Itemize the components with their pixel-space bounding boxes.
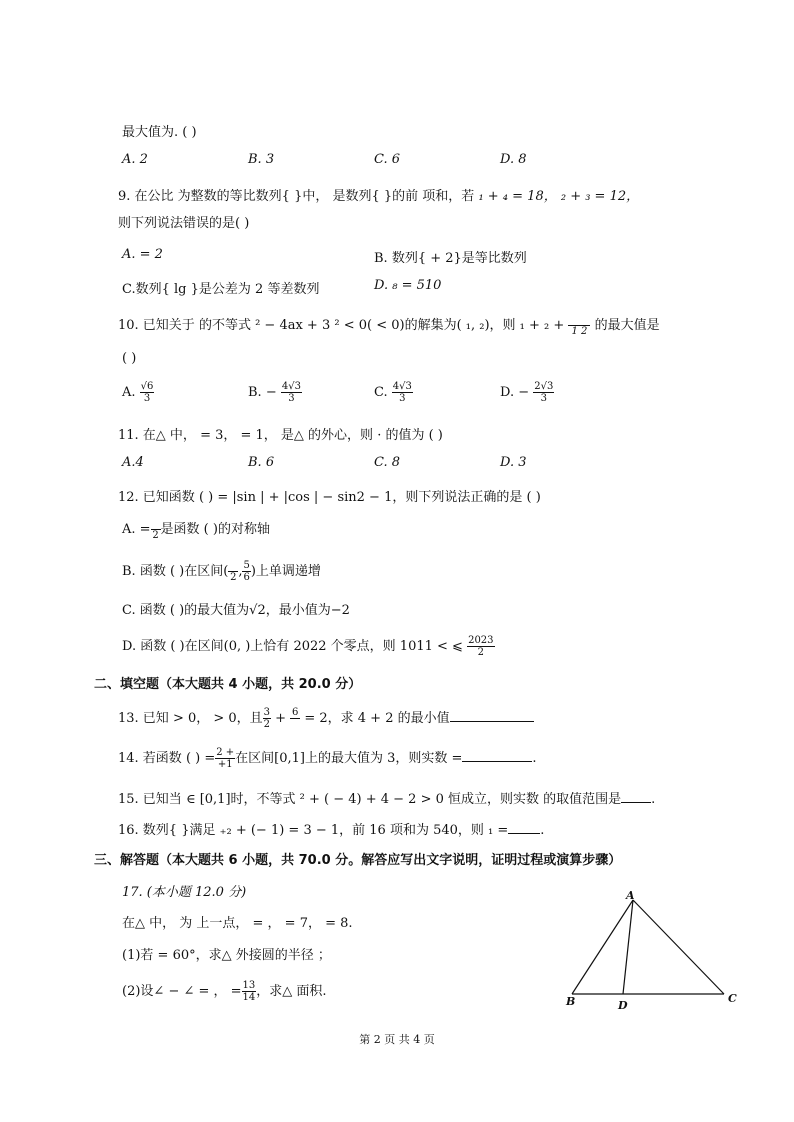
q9-option-c: C.数列{ lg }是公差为 2 等差数列 [122,282,320,297]
q11-option-a: A.4 [122,455,144,470]
q17-line1: 在△ 中， 为 上一点， = ， = 7， = 8. [122,916,353,931]
q11-option-d: D. 3 [500,455,527,470]
q9-option-a: A. = 2 [122,247,163,262]
page-footer: 第 2 页 共 4 页 [359,1033,435,1046]
section2-heading: 二、填空题（本大题共 4 小题，共 20.0 分） [94,677,362,692]
q13: 13. 已知 > 0， > 0，且 $\frac{3}{2}$ + 6 = 2，求 4 + 2 的最小值 [118,707,534,730]
q17-title: 17. (本小题 12.0 分) [122,885,247,900]
q15-answer-blank[interactable] [621,790,651,803]
q9-option-b: B. 数列{ + 2}是等比数列 [374,251,527,266]
q9-line2: 则下列说法错误的是( ) [118,216,250,231]
q8-option-c: C. 6 [374,152,401,167]
q11-stem: 11. 在△ 中， = 3， = 1， 是△ 的外心，则 · 的值为 ( ) [118,428,443,443]
q15: 15. 已知当 ∈ [0,1]时，不等式 ² + ( − 4) + 4 − 2 > 0 恒成立，则实数 的取值范围是 . [118,792,656,807]
q8-option-a: A. 2 [122,152,148,167]
q12-option-a: A. = 2 是函数 ( )的对称轴 [122,518,270,541]
q12-option-c: C. 函数 ( )的最大值为√2，最小值为−2 [122,603,350,618]
side-ab [572,900,633,994]
q14-answer-blank[interactable] [462,749,532,762]
q13-answer-blank[interactable] [450,709,534,722]
q10-line1: 10. 已知关于 的不等式 ² − 4ax + 3 ² < 0( < 0)的解集为( ₁, ₂)，则 ₁ + ₂ + [118,318,565,333]
q12-option-b: B. 函数 ( )在区间( 2 , $\frac{5}{6}$ )上单调递增 [122,560,321,583]
q16-answer-blank[interactable] [508,821,540,834]
q10-option-d: D. − $\frac{2√3}{3}$ [500,381,554,404]
q8-tail: 最大值为. ( ) [122,125,197,140]
q10-line2: ( ) [122,351,137,366]
q10-fraction-den: 1 2 [571,326,588,337]
q10-fraction [568,314,590,337]
q9-option-d: D. ₈ = 510 [374,278,442,293]
q9-stem [118,185,639,204]
q12-stem: 12. 已知函数 ( ) = |sin | + |cos | − sin2 − 1，则下列说法正确的是 ( ) [118,490,541,505]
q10-option-a: A. $\frac{√6}{3}$ [122,381,154,404]
label-b: B [566,995,576,1008]
q8-option-d: D. 8 [500,152,527,167]
label-d: D [618,999,628,1012]
q11-option-c: C. 8 [374,455,401,470]
section3-heading: 三、解答题（本大题共 6 小题，共 70.0 分。解答应写出文字说明，证明过程或演算步骤） [94,853,622,868]
q17-part1: (1)若 = 60°，求△ 外接圆的半径 ； [122,948,331,963]
q9-line1: 9. 在公比 为整数的等比数列{ }中， 是数列{ }的前 项和，若 [118,189,475,204]
q16: 16. 数列{ }满足 ₊₂ + (− 1) = 3 − 1，前 16 项和为 540，则 ₁ = . [118,823,545,838]
q12-option-d: D. 函数 ( )在区间(0, )上恰有 2022 个零点，则 1011 < ⩽ $\frac{2023}{2}$ [122,635,494,658]
q17-part2: (2)设∠ − ∠ = ， = $\frac{13}{14}$ ，求△ 面积. [122,980,327,1003]
q10-option-c: C. $\frac{4√3}{3}$ [374,381,412,404]
q9-condition: ₁ + ₄ = 18， ₂ + ₃ = 12， [478,189,640,204]
q10-stem [118,314,660,337]
q8-option-b: B. 3 [248,152,275,167]
label-c: C [728,992,737,1005]
label-a: A [626,889,635,902]
side-ac [633,900,724,994]
q10-line1-tail: 的最大值是 [594,318,660,333]
q11-option-b: B. 6 [248,455,275,470]
q14: 14. 若函数 ( ) = $\frac{2 +}{+1}$ 在区间[0,1]上的最大值为 3，则实数 = . [118,747,537,770]
q10-option-b: B. − $\frac{4√3}{3}$ [248,381,301,404]
triangle-figure [560,888,750,1016]
